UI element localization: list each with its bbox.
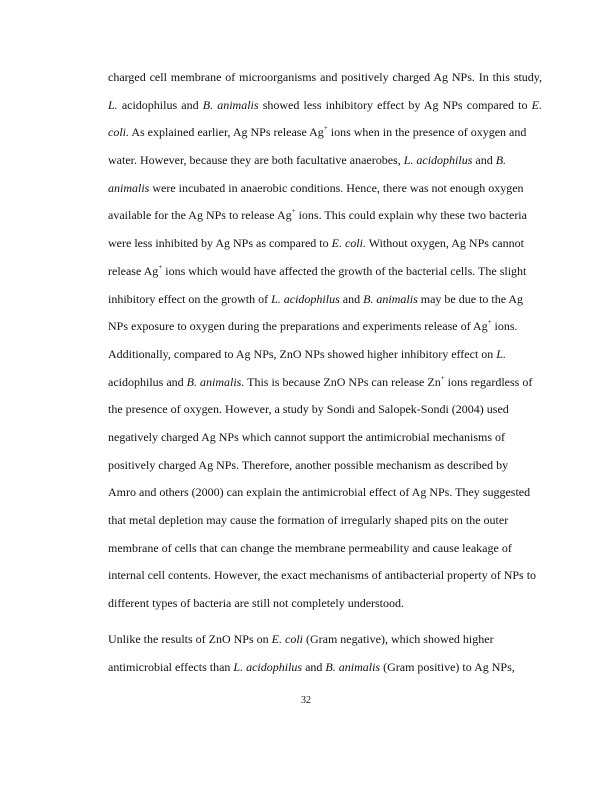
text-line: NPs exposure to oxygen during the preparations and experiments release of Ag+ ions. [108,318,518,334]
page-number: 32 [301,695,311,706]
text-line: Unlike the results of ZnO NPs on E. coli (Gram negative), which showed higher [108,632,494,646]
text-line: the presence of oxygen. However, a study by Sondi and Salopek-Sondi (2004) used [108,402,509,417]
text-line: membrane of cells that can change the membrane permeability and cause leakage of [108,540,512,555]
text-line: available for the Ag NPs to release Ag+ ions. This could explain why these two bacteria [108,207,527,223]
text-line: release Ag+ ions which would have affected the growth of the bacterial cells. The slight [108,262,527,278]
text-line: negatively charged Ag NPs which cannot support the antimicrobial mechanisms of [108,429,506,444]
text-line: L. acidophilus and B. animalis showed less inhibitory effect by Ag NPs compared to E. [108,97,542,112]
text-line: positively charged Ag NPs. Therefore, another possible mechanism as described by [108,457,509,472]
text-line: inhibitory effect on the growth of L. acidophilus and B. animalis may be due to the Ag [108,291,524,306]
text-line: that metal depletion may cause the formation of irregularly shaped pits on the outer [108,513,509,527]
paragraph-1 [108,64,542,618]
text-line: Additionally, compared to Ag NPs, ZnO NPs showed higher inhibitory effect on L. [108,346,506,361]
text-line: internal cell contents. However, the exact mechanisms of antibacterial property of NPs to [108,568,537,583]
text-line: charged cell membrane of microorganisms and positively charged Ag NPs. In this study, [108,70,542,84]
text-line: acidophilus and B. animalis. This is because ZnO NPs can release Zn+ ions regardless of [108,373,533,389]
text-line: water. However, because they are both facultative anaerobes, L. acidophilus and B. [108,153,507,168]
paragraph-2 [108,626,542,681]
text-line: animalis were incubated in anaerobic conditions. Hence, there was not enough oxygen [108,180,524,195]
text-line: antimicrobial effects than L. acidophilus and B. animalis (Gram positive) to Ag NPs, [108,659,515,674]
text-line: coli. As explained earlier, Ag NPs release Ag+ ions when in the presence of oxygen and [108,124,527,140]
text-line: Amro and others (2000) can explain the antimicrobial effect of Ag NPs. They suggested [108,485,531,500]
text-line: were less inhibited by Ag NPs as compared to E. coli. Without oxygen, Ag NPs cannot [108,236,524,251]
text-line: different types of bacteria are still not completely understood. [108,596,405,611]
